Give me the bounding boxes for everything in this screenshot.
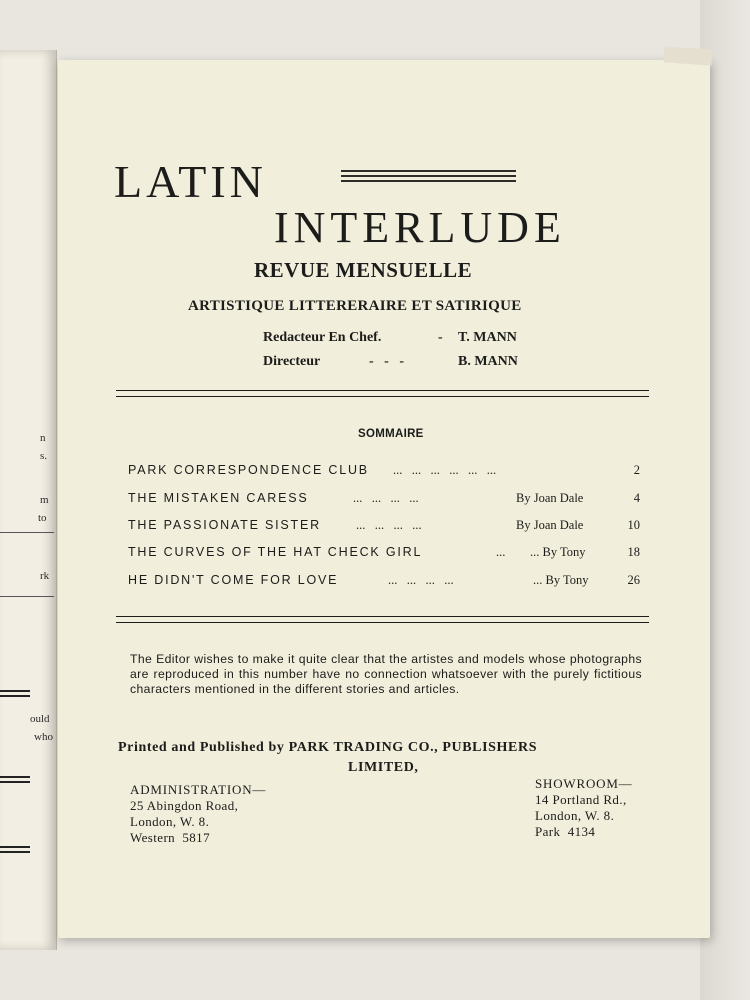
toc-entry: [128, 545, 640, 565]
address-phone: Park 4134: [535, 824, 596, 839]
credit-name: T. MANN: [458, 330, 517, 345]
left-page-rule: [0, 532, 54, 533]
address-phone: Western 5817: [130, 830, 210, 845]
credit-name: B. MANN: [458, 354, 518, 369]
left-page-rule: [0, 776, 30, 778]
toc-entry-author: ... By Tony: [530, 545, 586, 559]
masthead-title-line2: INTERLUDE: [274, 203, 566, 252]
left-page-fragment: m: [40, 494, 49, 506]
torn-corner: [664, 46, 713, 65]
toc-entry-author: ... By Tony: [533, 573, 589, 587]
address-heading: ADMINISTRATION—: [130, 782, 267, 797]
masthead-subtitle: REVUE MENSUELLE: [254, 258, 473, 282]
address-city: London, W. 8.: [535, 808, 615, 823]
left-page-rule: [0, 596, 54, 597]
credit-row-director: [263, 354, 533, 374]
left-page-rule: [0, 690, 30, 692]
credit-label: Redacteur En Chef.: [263, 330, 382, 345]
editor-notice: The Editor wishes to make it quite clear that the artistes and models whose photographs are reproduced in this number have no connection whatsoever with the purely fictitious characters mentioned in the different stories and articles.: [130, 652, 642, 696]
credit-row-editor: [263, 330, 533, 350]
toc-entry-dots: ... ... ... ...: [388, 573, 454, 587]
toc-entry-title: THE CURVES OF THE HAT CHECK GIRL: [128, 545, 423, 559]
left-page-rule: [0, 851, 30, 853]
toc-entry: [128, 491, 640, 511]
magazine-page: [58, 60, 710, 938]
toc-entry-title: THE MISTAKEN CARESS: [128, 491, 309, 505]
toc-entry-title: HE DIDN'T COME FOR LOVE: [128, 573, 339, 587]
administration-address: [130, 782, 266, 846]
toc-entry-dots: ... ... ... ...: [356, 518, 422, 532]
credit-dash: -: [438, 330, 443, 345]
toc-entry-author: By Joan Dale: [516, 491, 584, 505]
address-street: 25 Abingdon Road,: [130, 798, 239, 813]
masthead-title-line1: LATIN: [114, 156, 267, 207]
struck-through-bleed-mark: [341, 170, 516, 182]
toc-entry-page: 18: [627, 545, 640, 559]
toc-entry-dots: ... ... ... ... ... ...: [393, 463, 497, 477]
toc-entry-title: PARK CORRESPONDENCE CLUB: [128, 463, 369, 477]
credit-dash: - - -: [369, 354, 404, 369]
toc-entry-page: 26: [627, 573, 640, 587]
left-facing-page: [0, 50, 57, 950]
left-page-fragment: to: [38, 512, 47, 524]
divider-rule: [116, 616, 649, 623]
left-page-fragment: n: [40, 432, 46, 444]
left-page-fragment: who: [34, 731, 53, 743]
toc-entry-author: By Joan Dale: [516, 518, 584, 532]
address-city: London, W. 8.: [130, 814, 210, 829]
toc-entry-page: 10: [627, 518, 640, 532]
toc-entry-dots: ...: [496, 545, 506, 559]
showroom-address: [535, 776, 632, 840]
toc-entry: [128, 463, 640, 483]
left-page-fragment: s.: [40, 450, 48, 462]
address-street: 14 Portland Rd.,: [535, 792, 627, 807]
credit-label: Directeur: [263, 354, 321, 369]
address-heading: SHOWROOM—: [535, 776, 633, 791]
toc-entry: [128, 518, 640, 538]
left-page-rule: [0, 695, 30, 697]
publisher-line: Printed and Published by PARK TRADING CO., PUBLISHERS: [118, 740, 538, 755]
left-page-rule: [0, 781, 30, 783]
publisher-line: LIMITED,: [348, 760, 419, 775]
toc-entry-page: 2: [633, 463, 640, 477]
left-page-fragment: rk: [40, 570, 50, 582]
left-page-fragment: ould: [30, 713, 50, 725]
toc-entry-page: 4: [633, 491, 640, 505]
left-page-rule: [0, 846, 30, 848]
contents-heading: SOMMAIRE: [358, 428, 424, 440]
masthead-tagline: ARTISTIQUE LITTERERAIRE ET SATIRIQUE: [188, 298, 522, 314]
toc-entry-dots: ... ... ... ...: [353, 491, 419, 505]
divider-rule: [116, 390, 649, 397]
toc-entry-title: THE PASSIONATE SISTER: [128, 518, 321, 532]
toc-entry: [128, 573, 640, 593]
